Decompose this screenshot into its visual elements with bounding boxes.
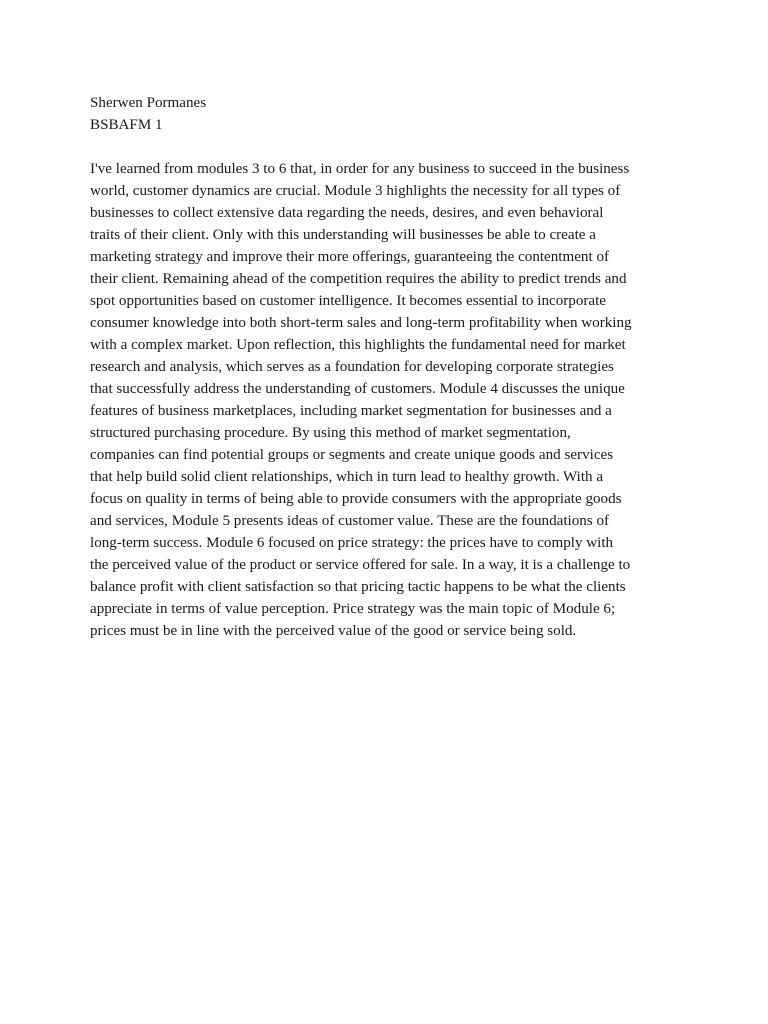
course-label: BSBAFM 1: [90, 117, 163, 133]
paragraph-line: focus on quality in terms of being able to provide consumers with the appropriate goods: [90, 491, 622, 507]
paragraph-line: that help build solid client relationships, which in turn lead to healthy growth. With a: [90, 469, 604, 485]
paragraph-line: traits of their client. Only with this understanding will businesses be able to create a: [90, 227, 596, 243]
paragraph-line: businesses to collect extensive data regarding the needs, desires, and even behavioral: [90, 205, 604, 221]
paragraph-line: structured purchasing procedure. By using this method of market segmentation,: [90, 425, 571, 441]
reflection-paragraph: [90, 158, 682, 642]
paragraph-line: balance profit with client satisfaction so that pricing tactic happens to be what the clients: [90, 579, 626, 595]
paragraph-line: prices must be in line with the perceived value of the good or service being sold.: [90, 623, 577, 639]
paragraph-line: and services, Module 5 presents ideas of customer value. These are the foundations of: [90, 513, 610, 529]
paragraph-line: I've learned from modules 3 to 6 that, in order for any business to succeed in the business: [90, 161, 630, 177]
paragraph-line: world, customer dynamics are crucial. Module 3 highlights the necessity for all types of: [90, 183, 621, 199]
paragraph-line: that successfully address the understanding of customers. Module 4 discusses the unique: [90, 381, 625, 397]
paragraph-line: long-term success. Module 6 focused on price strategy: the prices have to comply with: [90, 535, 614, 551]
paragraph-line: research and analysis, which serves as a foundation for developing corporate strategies: [90, 359, 614, 375]
paragraph-line: spot opportunities based on customer intelligence. It becomes essential to incorporate: [90, 293, 606, 309]
paragraph-line: their client. Remaining ahead of the competition requires the ability to predict trends and: [90, 271, 627, 287]
author-name: Sherwen Pormanes: [90, 95, 207, 111]
paragraph-line: with a complex market. Upon reflection, this highlights the fundamental need for market: [90, 337, 626, 353]
document-content: [90, 92, 682, 642]
paragraph-line: the perceived value of the product or service offered for sale. In a way, it is a challenge to: [90, 557, 631, 573]
paragraph-line: marketing strategy and improve their more offerings, guaranteeing the contentment of: [90, 249, 610, 265]
paragraph-line: companies can find potential groups or segments and create unique goods and services: [90, 447, 614, 463]
paragraph-line: features of business marketplaces, including market segmentation for businesses and a: [90, 403, 612, 419]
paragraph-line: appreciate in terms of value perception. Price strategy was the main topic of Module 6;: [90, 601, 616, 617]
paragraph-line: consumer knowledge into both short-term sales and long-term profitability when working: [90, 315, 632, 331]
